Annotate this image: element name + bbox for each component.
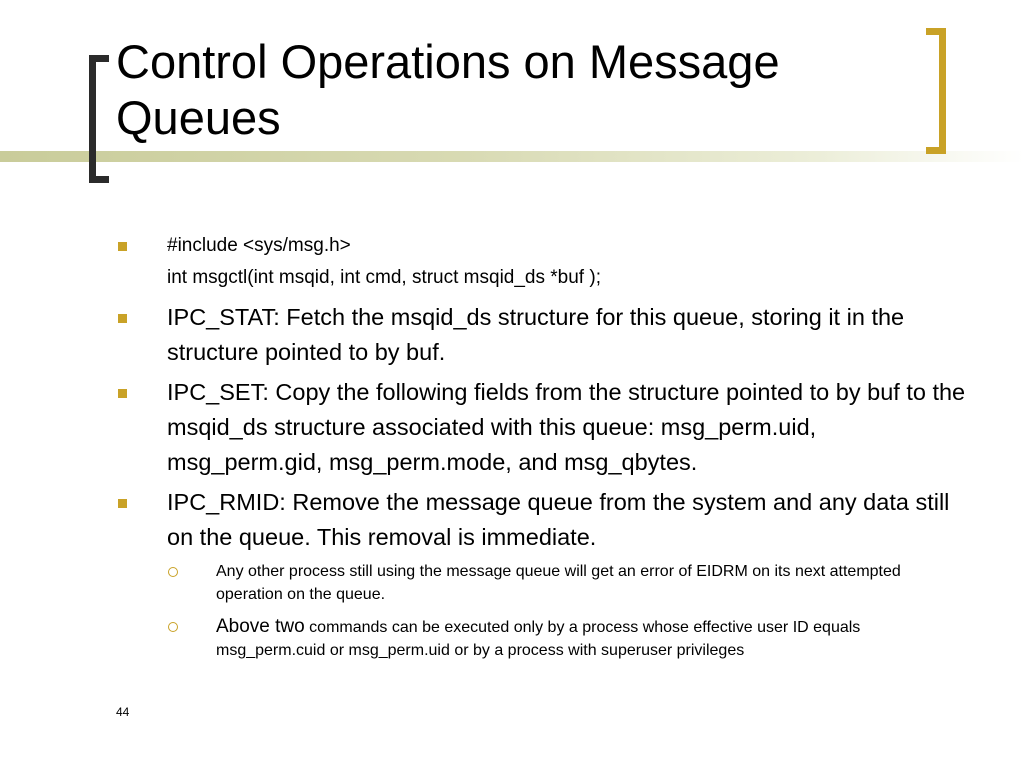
page-number: 44 — [116, 705, 130, 719]
bullet-ipc-stat — [110, 300, 970, 370]
square-bullet-icon — [118, 389, 127, 398]
privileges-text: commands can be executed only by a process whose effective user ID equals msg_perm.cuid or msg_perm.uid or by a process with superuser privileges — [216, 619, 861, 659]
slide-title: Control Operations on Message Queues — [116, 35, 780, 144]
msgctl-signature: int msgctl(int msqid, int cmd, struct msqid_ds *buf ); — [167, 267, 601, 288]
subbullet-privileges — [110, 615, 970, 662]
ipc-set-text: IPC_SET: Copy the following fields from the structure pointed to by buf to the msqid_ds structure associated with this queue: msg_perm.uid, msg_perm.gid, msg_perm.mode, and msg_qbytes. — [167, 379, 966, 475]
circle-bullet-icon — [168, 567, 178, 577]
circle-bullet-icon — [168, 622, 178, 632]
decorative-band — [0, 151, 1024, 162]
include-line: #include <sys/msg.h> — [167, 235, 351, 256]
bullet-ipc-rmid — [110, 485, 970, 555]
ipc-stat-text: IPC_STAT: Fetch the msqid_ds structure for this queue, storing it in the structure pointed to by buf. — [167, 304, 905, 365]
bullet-ipc-set — [110, 375, 970, 480]
slide-body — [110, 230, 970, 671]
right-bracket-decoration — [926, 28, 946, 154]
square-bullet-icon — [118, 314, 127, 323]
square-bullet-icon — [118, 499, 127, 508]
ipc-rmid-text: IPC_RMID: Remove the message queue from the system and any data still on the queue. This removal is immediate. — [167, 489, 950, 550]
eidrm-text: Any other process still using the message queue will get an error of EIDRM on its next attempted operation on the queue. — [216, 563, 901, 603]
left-bracket-decoration — [89, 55, 109, 183]
privileges-lead-text: Above two — [216, 616, 305, 637]
bullet-include — [110, 230, 970, 294]
square-bullet-icon — [118, 242, 127, 251]
subbullet-eidrm — [110, 560, 970, 606]
